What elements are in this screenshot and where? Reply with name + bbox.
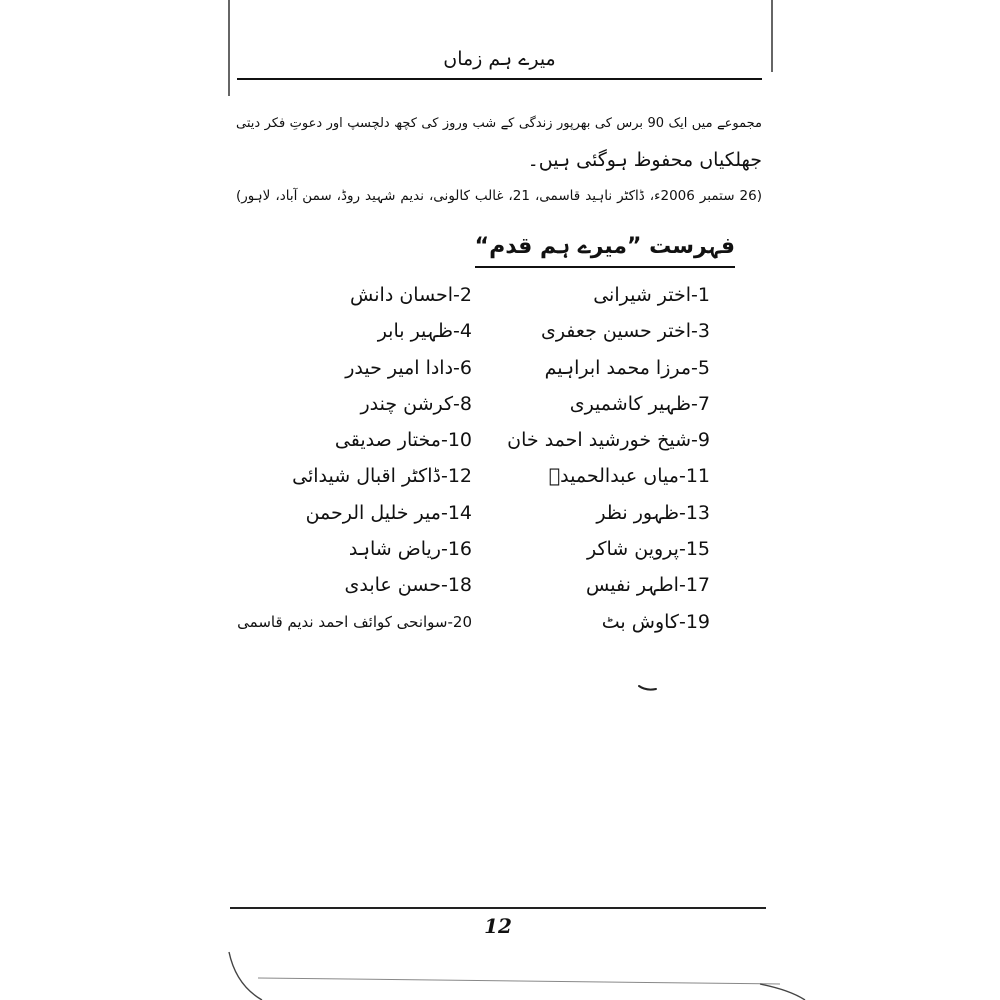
contents-left-column bbox=[232, 277, 472, 640]
contents-right-column bbox=[495, 277, 710, 640]
contents-item: 6-دادا امیر حیدر bbox=[345, 356, 472, 379]
paragraph-line-3-date-address: (26 ستمبر 2006ء، ڈاکٹر ناہید قاسمی، 21، غالب کالونی، ندیم شہید روڈ، سمن آباد، لاہور) bbox=[236, 188, 762, 204]
contents-item: 13-ظہور نظر bbox=[596, 501, 710, 524]
page-edge-bottom bbox=[258, 978, 780, 984]
contents-item: 9-شیخ خورشید احمد خان bbox=[507, 429, 710, 452]
contents-item: 16-ریاض شاہد bbox=[348, 538, 472, 561]
contents-item: 5-مرزا محمد ابراہیم bbox=[544, 356, 710, 379]
contents-item: 15-پروین شاکر bbox=[586, 538, 710, 561]
contents-item: 17-اطہر نفیس bbox=[586, 574, 710, 597]
contents-item: 18-حسن عابدی bbox=[344, 574, 472, 597]
contents-item: 20-سوانحی کوائف احمد ندیم قاسمی bbox=[237, 612, 472, 631]
contents-item: 11-میاں عبدالحمیدؒ bbox=[548, 465, 710, 488]
contents-item: 14-میر خلیل الرحمن bbox=[305, 501, 472, 524]
page-edge-bottom-right bbox=[760, 984, 805, 1000]
contents-item: 10-مختار صدیقی bbox=[334, 429, 472, 452]
contents-item: 19-کاوش بٹ bbox=[601, 610, 710, 633]
paragraph-line-2: جھلکیاں محفوظ ہوگئی ہیں۔ bbox=[527, 149, 762, 171]
contents-item: 1-اختر شیرانی bbox=[593, 284, 710, 306]
paragraph-line-1: مجموعے میں ایک 90 برس کی بھرپور زندگی کے شب وروز کی کچھ دلچسپ اور دعوتِ فکر دیتی bbox=[236, 116, 762, 131]
contents-item: 3-اختر حسین جعفری bbox=[540, 320, 710, 343]
footer-rule bbox=[230, 907, 766, 909]
contents-item: 12-ڈاکٹر اقبال شیدائی bbox=[292, 465, 472, 488]
header-rule bbox=[237, 78, 762, 80]
contents-item: 2-احسان دانش bbox=[350, 284, 472, 306]
running-header: میرے ہم زماں bbox=[443, 48, 556, 70]
contents-item: 8-کرشن چندر bbox=[360, 392, 472, 415]
page-number: 12 bbox=[484, 914, 512, 938]
contents-heading: فہرست ”میرے ہم قدم“ bbox=[475, 232, 735, 268]
page-edge-bottom-left bbox=[229, 952, 262, 1000]
contents-item: 7-ظہیر کاشمیری bbox=[569, 392, 710, 415]
pen-mark bbox=[639, 686, 656, 690]
contents-item: 4-ظہیر بابر bbox=[377, 320, 472, 343]
